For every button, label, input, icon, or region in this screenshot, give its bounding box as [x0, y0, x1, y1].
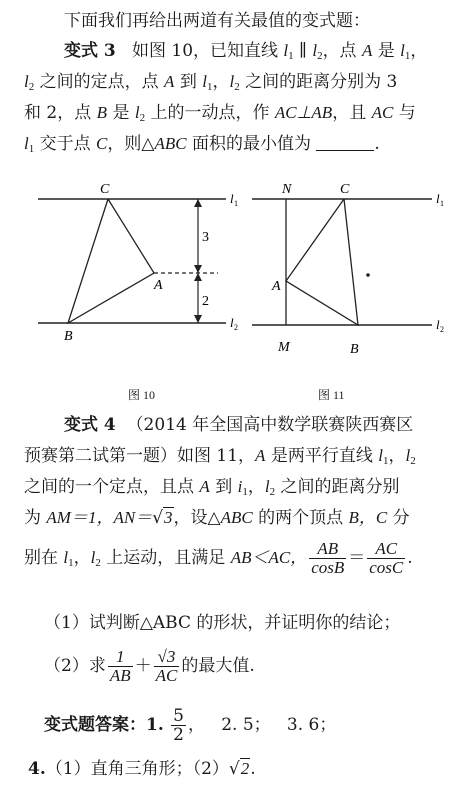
- fraction-1-AB: [108, 648, 133, 685]
- math-A: A: [361, 41, 373, 60]
- text: 和 2，点: [24, 103, 92, 123]
- arrow-down-icon: [194, 315, 202, 323]
- text: 是两平行直线: [270, 446, 373, 466]
- radicand: 3: [164, 508, 173, 527]
- comma: ，: [73, 548, 91, 568]
- text: 预赛第二试第一题）如图 11，: [24, 446, 256, 466]
- text: 上运动，且满足: [106, 548, 226, 568]
- fraction-AC-cosC: [367, 540, 405, 577]
- label-l2-sub: 2: [234, 323, 238, 332]
- math-C: C: [96, 134, 108, 153]
- math-l: l: [264, 477, 270, 496]
- answer-blank: [316, 136, 374, 151]
- label-l1: l: [230, 191, 234, 206]
- math-i: i: [237, 477, 243, 496]
- math-l: l: [283, 41, 289, 60]
- fraction-sqrt3-AC: [154, 648, 180, 685]
- sub: 2: [95, 557, 101, 569]
- math-BC: B，C: [348, 508, 388, 527]
- text: 与: [398, 103, 416, 123]
- sub: 2: [317, 50, 323, 62]
- answer-4-text: （1）直角三角形；（2）: [45, 759, 229, 779]
- sub: 2: [139, 112, 146, 124]
- math-A: A: [164, 72, 175, 91]
- text: ，设△: [173, 508, 221, 528]
- label-A: A: [154, 278, 163, 293]
- comma: ，: [212, 72, 230, 92]
- math-A: A: [199, 477, 210, 496]
- variant4-line1: [64, 414, 413, 436]
- math-ineq: AB＜AC，: [230, 548, 308, 567]
- caption-figure-11: 图 11: [318, 388, 345, 402]
- denominator: cosB: [311, 558, 345, 577]
- text: 到: [179, 72, 197, 92]
- text: ，且: [332, 103, 367, 123]
- label-N: N: [282, 182, 292, 197]
- sub: 1: [68, 557, 74, 569]
- text: 之间的定点，点: [39, 72, 159, 92]
- comma: ，: [388, 446, 406, 466]
- sub: 2: [28, 81, 35, 93]
- math-l: l: [24, 134, 29, 153]
- answer-4-line: [28, 758, 256, 780]
- sub: 1: [28, 143, 35, 155]
- variant3-line3: [24, 102, 416, 129]
- numerator: 5: [173, 706, 184, 726]
- arrow-down-icon: [194, 265, 202, 273]
- label-C: C: [340, 182, 350, 197]
- math-l: l: [229, 72, 235, 91]
- text: 分: [392, 508, 410, 528]
- plus: ＋: [134, 656, 152, 676]
- variant4-line4: [24, 507, 410, 529]
- variant4-line2: [24, 445, 416, 472]
- variant4-line3: [24, 476, 399, 503]
- text: 是: [112, 103, 130, 123]
- variant3-line1: [64, 40, 427, 67]
- numerator: AC: [367, 540, 405, 559]
- label-2: 2: [202, 294, 209, 309]
- sqrt-2: √2: [228, 759, 250, 779]
- math-AN: AN＝: [113, 508, 153, 527]
- math-l: l: [400, 41, 405, 60]
- parallel-symbol: ∥: [299, 41, 307, 61]
- answers-line: [44, 705, 336, 745]
- label-l2: l: [436, 317, 440, 332]
- math-l: l: [202, 72, 207, 91]
- variant4-label: 变式 4: [64, 415, 116, 435]
- text: （2）求: [44, 656, 106, 676]
- answer-2: 2. 5；: [221, 715, 271, 735]
- figure-10: [28, 175, 250, 395]
- answer-3: 3. 6；: [286, 715, 337, 735]
- label-l2: l: [230, 315, 234, 330]
- label-l1: l: [436, 191, 440, 206]
- sub: 2: [234, 81, 240, 93]
- math-l: l: [63, 548, 69, 567]
- dot-mark: [366, 273, 370, 277]
- text: （2014 年全国高中数学联赛陕西赛区: [126, 415, 414, 435]
- radicand: 2: [240, 759, 250, 778]
- text: .: [250, 759, 256, 779]
- question-1: （1）试判断△ABC 的形状，并证明你的结论；: [44, 613, 401, 633]
- label-A: A: [272, 279, 281, 294]
- denominator: 2: [173, 725, 184, 745]
- comma: ，: [247, 477, 265, 497]
- triangle-ABC: [68, 199, 154, 323]
- denominator: AC: [155, 666, 178, 685]
- equals: ＝: [348, 548, 366, 568]
- sub: 1: [404, 50, 411, 62]
- variant4-line5: [24, 538, 413, 583]
- label-3: 3: [202, 230, 209, 245]
- sub: 1: [288, 50, 294, 62]
- sub: 1: [206, 81, 213, 93]
- math-AM: AM＝1，: [46, 508, 114, 527]
- math-l: l: [312, 41, 318, 60]
- answers-label: 变式题答案：: [44, 715, 146, 735]
- label-C: C: [100, 182, 110, 197]
- fraction-5-2: [171, 707, 186, 744]
- math-l: l: [405, 446, 411, 465]
- text: .: [407, 548, 413, 568]
- variant3-line4: [24, 133, 380, 160]
- text: ，点: [322, 41, 357, 61]
- fraction-AB-cosB: [309, 540, 346, 577]
- variant3-line2: [24, 71, 397, 98]
- radicand: 3: [166, 647, 176, 666]
- sub: 2: [269, 486, 276, 498]
- sub: 2: [410, 455, 416, 467]
- text: 上的一动点，作: [150, 103, 270, 123]
- text: 之间的距离分别为 3: [245, 72, 398, 92]
- arrow-up-icon: [194, 273, 202, 281]
- text: 交于点: [39, 134, 91, 154]
- label-l2-sub: 2: [440, 325, 444, 334]
- text: 之间的距离分别: [280, 477, 400, 497]
- math-B: B: [96, 103, 108, 122]
- label-B: B: [350, 342, 359, 357]
- sub: 1: [382, 455, 389, 467]
- variant3-label: 变式 3: [64, 41, 116, 61]
- arrow-up-icon: [194, 199, 202, 207]
- comma: ，: [187, 715, 205, 735]
- text: 的最大值.: [181, 656, 255, 676]
- text: 别在: [24, 548, 58, 568]
- numerator: AB: [309, 540, 346, 559]
- denominator: AB: [109, 666, 131, 685]
- sub: 1: [242, 486, 248, 498]
- math-perp: AC⊥AB: [274, 103, 333, 122]
- text: 面积的最小值为: [191, 134, 311, 154]
- intro-line: 下面我们再给出两道有关最值的变式题：: [64, 11, 370, 31]
- text: ，则△: [107, 134, 155, 154]
- label-M: M: [278, 340, 290, 355]
- math-l: l: [378, 446, 383, 465]
- question-2: [44, 646, 255, 686]
- answer-1-label: 1.: [146, 715, 164, 735]
- math-AC: AC: [371, 103, 394, 122]
- label-B: B: [64, 329, 73, 344]
- triangle-ABC: [286, 199, 358, 325]
- text: .: [374, 134, 380, 154]
- numerator: 1: [108, 648, 133, 667]
- answer-4-label: 4.: [28, 759, 46, 779]
- caption-figure-10: 图 10: [128, 388, 156, 402]
- text: 到: [215, 477, 233, 497]
- math-l: l: [24, 72, 29, 91]
- math-l: l: [90, 548, 96, 567]
- label-l1-sub: 1: [234, 199, 238, 208]
- text: 是: [377, 41, 395, 61]
- text: 如图 10，已知直线: [131, 41, 279, 61]
- text: 为: [24, 508, 41, 528]
- label-l1-sub: 1: [440, 199, 444, 208]
- sqrt-3: √3: [152, 508, 173, 528]
- figure-11: [248, 175, 458, 395]
- math-A: A: [255, 446, 266, 465]
- text: 的两个顶点: [258, 508, 344, 528]
- text: 之间的一个定点，且点: [24, 477, 194, 497]
- math-l: l: [134, 103, 140, 122]
- numerator: √3: [154, 648, 180, 667]
- math-ABC: ABC: [220, 508, 253, 527]
- math-ABC: ABC: [154, 134, 187, 153]
- comma: ，: [410, 41, 428, 61]
- denominator: cosC: [369, 558, 404, 577]
